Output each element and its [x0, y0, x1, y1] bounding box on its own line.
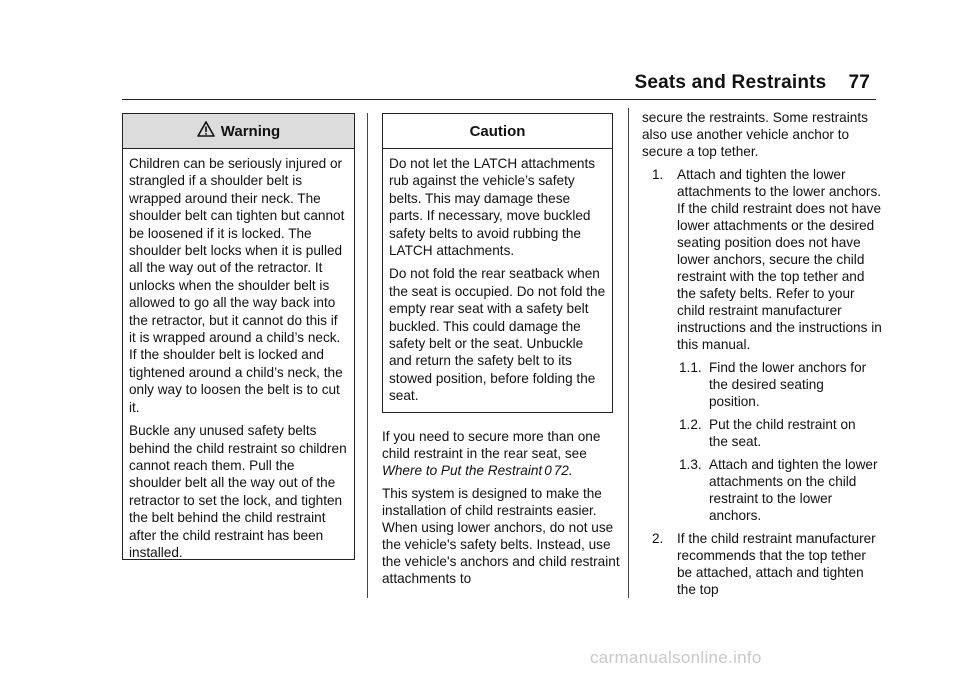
- page-number: 77: [848, 72, 870, 93]
- warning-paragraph: Buckle any unused safety belts behind the child restraint so children cannot reach them. Pull the shoulder belt all the way out of the retractor to set the lock, and tighten the belt behind the child restraint after the child restraint has been installed.: [129, 423, 347, 560]
- substep-text: Put the child restraint on the seat.: [709, 417, 856, 449]
- step-text: If the child restraint manufacturer recommends that the top tether be attached, attach and tighten the top: [677, 531, 876, 597]
- paragraph-text: If you need to secure more than one child restraint in the rear seat, see: [382, 429, 601, 461]
- page-reference-icon: 0: [544, 463, 552, 478]
- step-item: [642, 166, 882, 353]
- warning-title: Warning: [220, 122, 281, 140]
- caution-title: Caution: [469, 122, 526, 140]
- cross-reference-title[interactable]: Where to Put the Restraint: [382, 463, 543, 478]
- body-paragraph: This system is designed to make the installation of child restraints easier. When using lower anchors, do not use the vehicle's safety belts. Instead, use the vehicle's anchors and child restraint attachments to: [382, 486, 620, 586]
- watermark: carmanualsonline.info: [590, 648, 762, 667]
- step-text: Attach and tighten the lower attachments to the lower anchors. If the child restraint does not have lower attachments or the desired seating position does not have lower anchors, secure the child restraint with the top tether and the safety belts. Refer to your child restraint manufacturer instructions and the instructions in this manual.: [677, 167, 882, 352]
- step-number: 2.: [652, 531, 664, 546]
- warning-paragraph: Children can be seriously injured or strangled if a shoulder belt is wrapped around their neck. The shoulder belt can tighten but cannot be loosened if it is locked. The shoulder belt locks when it is pulled all the way out of the retractor. It unlocks when the shoulder belt is allowed to go all the way back into the retractor, but it cannot do this if it is wrapped around a child’s neck. If the shoulder belt is locked and tightened around a child’s neck, the only way to loosen the belt is to cut it.: [129, 156, 345, 415]
- caution-paragraph: Do not fold the rear seatback when the seat is occupied. Do not fold the empty rear seat with a safety belt buckled. This could damage the safety belt or the seat. Unbuckle and return the safety belt to its stowed position, before folding the seat.: [389, 266, 606, 404]
- substep-number: 1.2.: [679, 417, 702, 432]
- caution-header: [383, 114, 612, 149]
- body-paragraph: [382, 428, 622, 479]
- section-title: [600, 72, 870, 94]
- substep-item: [642, 456, 882, 524]
- substep-text: Find the lower anchors for the desired seating position.: [709, 360, 867, 409]
- header-divider: [122, 99, 876, 100]
- right-column-text: [642, 109, 882, 604]
- caution-body: [383, 149, 612, 405]
- substep-number: 1.1.: [679, 360, 702, 375]
- warning-box: [122, 113, 355, 560]
- body-paragraph: secure the restraints. Some restraints also use another vehicle anchor to secure a top tether.: [642, 110, 868, 159]
- middle-column-text: [382, 428, 622, 593]
- step-number: 1.: [652, 167, 664, 182]
- column-divider-left: [367, 113, 368, 598]
- warning-header: [123, 114, 354, 149]
- step-item: [642, 530, 882, 598]
- column-divider-right: [628, 108, 629, 598]
- cross-reference-link[interactable]: [382, 463, 573, 478]
- substep-item: [642, 359, 882, 410]
- caution-paragraph: Do not let the LATCH attachments rub against the vehicle’s safety belts. This may damage these parts. If necessary, move buckled safety belts to avoid rubbing the LATCH attachments.: [389, 156, 596, 259]
- section-name: Seats and Restraints: [634, 72, 827, 93]
- substep-item: [642, 416, 882, 450]
- cross-reference-page[interactable]: 72.: [553, 463, 573, 478]
- substep-text: Attach and tighten the lower attachments on the child restraint to the lower anchors.: [709, 457, 878, 523]
- caution-box: [382, 113, 613, 413]
- warning-body: [123, 149, 354, 561]
- substep-number: 1.3.: [679, 457, 702, 472]
- warning-triangle-icon: [197, 121, 215, 141]
